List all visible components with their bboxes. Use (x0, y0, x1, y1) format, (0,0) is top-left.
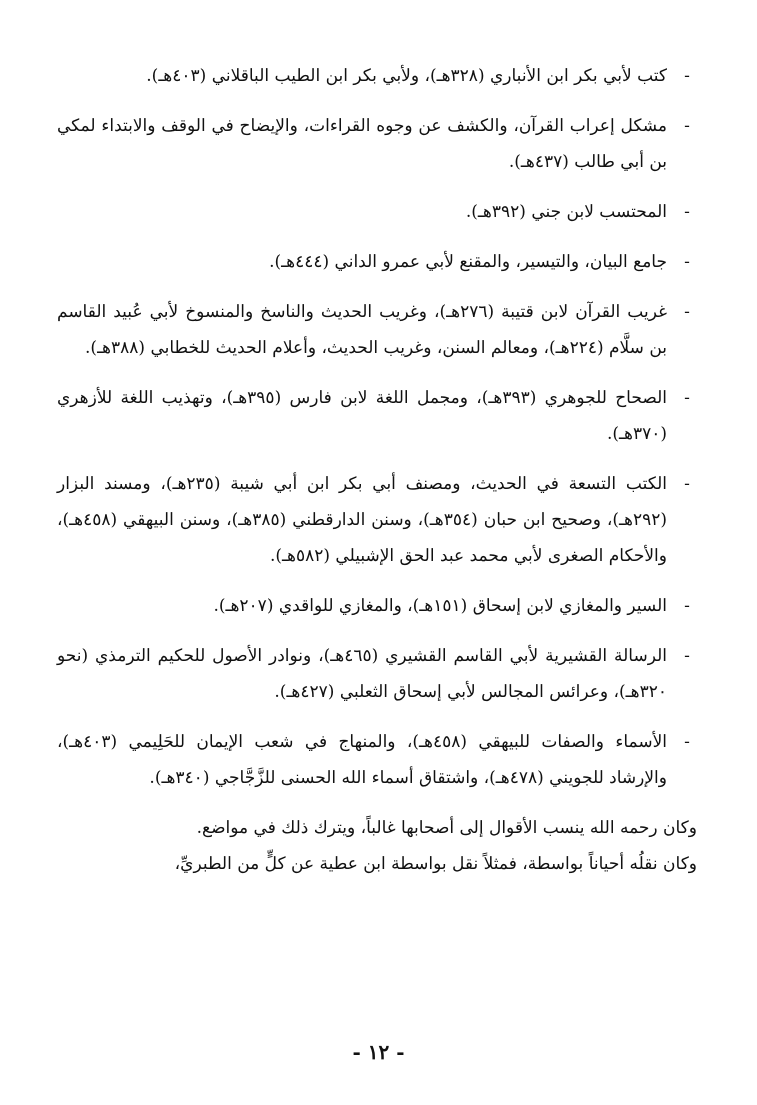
list-item-text: غريب القرآن لابن قتيبة (٢٧٦هـ)، وغريب الحديث والناسخ والمنسوخ لأبي عُبيد القاسم بن سلَّام (٢٢٤هـ)، ومعالم السنن، وغريب الحديث، وأعلام الحديث للخطابي (٣٨٨هـ). (57, 302, 667, 358)
list-item-text: الأسماء والصفات للبيهقي (٤٥٨هـ)، والمنهاج في شعب الإيمان للحَلِيمي (٤٠٣هـ)، والإرشاد للجويني (٤٧٨هـ)، واشتقاق أسماء الله الحسنى للزَّجَّاجي (٣٤٠هـ). (57, 732, 667, 788)
list-item (57, 380, 697, 452)
list-item-text: جامع البيان، والتيسير، والمقنع لأبي عمرو الداني (٤٤٤هـ). (269, 252, 667, 272)
list-item (57, 724, 697, 796)
bullet-dash: - (684, 596, 690, 616)
bullet-dash: - (684, 388, 690, 408)
bullet-dash: - (684, 252, 690, 272)
bullet-dash: - (684, 646, 690, 666)
body-paragraph: وكان نقلُه أحياناً بواسطة، فمثلاً نقل بواسطة ابن عطية عن كلٍّ من الطبريِّ، (174, 854, 697, 874)
page-content (57, 58, 697, 882)
bullet-dash: - (684, 732, 690, 752)
list-item-text: مشكل إعراب القرآن، والكشف عن وجوه القراءات، والإيضاح في الوقف والابتداء لمكي بن أبي طالب (٤٣٧هـ). (57, 116, 667, 172)
list-item (57, 638, 697, 710)
list-item (57, 466, 697, 574)
list-item (57, 294, 697, 366)
list-item-text: الرسالة القشيرية لأبي القاسم القشيري (٤٦٥هـ)، ونوادر الأصول للحكيم الترمذي (نحو ٣٢٠هـ)، وعرائس المجالس لأبي إسحاق الثعلبي (٤٢٧هـ). (57, 646, 667, 702)
body-paragraph: وكان رحمه الله ينسب الأقوال إلى أصحابها غالباً، ويترك ذلك في مواضع. (196, 818, 697, 838)
list-item (57, 194, 697, 230)
list-item-text: المحتسب لابن جني (٣٩٢هـ). (465, 202, 667, 222)
bullet-dash: - (684, 202, 690, 222)
bullet-dash: - (684, 116, 690, 136)
list-item-text: الكتب التسعة في الحديث، ومصنف أبي بكر ابن أبي شيبة (٢٣٥هـ)، ومسند البزار (٢٩٢هـ)، وصحيح ابن حبان (٣٥٤هـ)، وسنن الدارقطني (٣٨٥هـ)، وسنن البيهقي (٤٥٨هـ)، والأحكام الصغرى لأبي محمد عبد الحق الإشبيلي (٥٨٢هـ). (57, 474, 667, 566)
list-item-text: كتب لأبي بكر ابن الأنباري (٣٢٨هـ)، ولأبي بكر ابن الطيب الباقلاني (٤٠٣هـ). (146, 66, 667, 86)
page-number: - ١٢ - (352, 1040, 405, 1064)
bullet-dash: - (684, 66, 690, 86)
bullet-dash: - (684, 474, 690, 494)
list-item-text: السير والمغازي لابن إسحاق (١٥١هـ)، والمغازي للواقدي (٢٠٧هـ). (213, 596, 667, 616)
list-item (57, 244, 697, 280)
list-item (57, 58, 697, 94)
list-item (57, 108, 697, 180)
list-item-text: الصحاح للجوهري (٣٩٣هـ)، ومجمل اللغة لابن فارس (٣٩٥هـ)، وتهذيب اللغة للأزهري (٣٧٠هـ). (57, 388, 667, 444)
list-item (57, 588, 697, 624)
bullet-dash: - (684, 302, 690, 322)
